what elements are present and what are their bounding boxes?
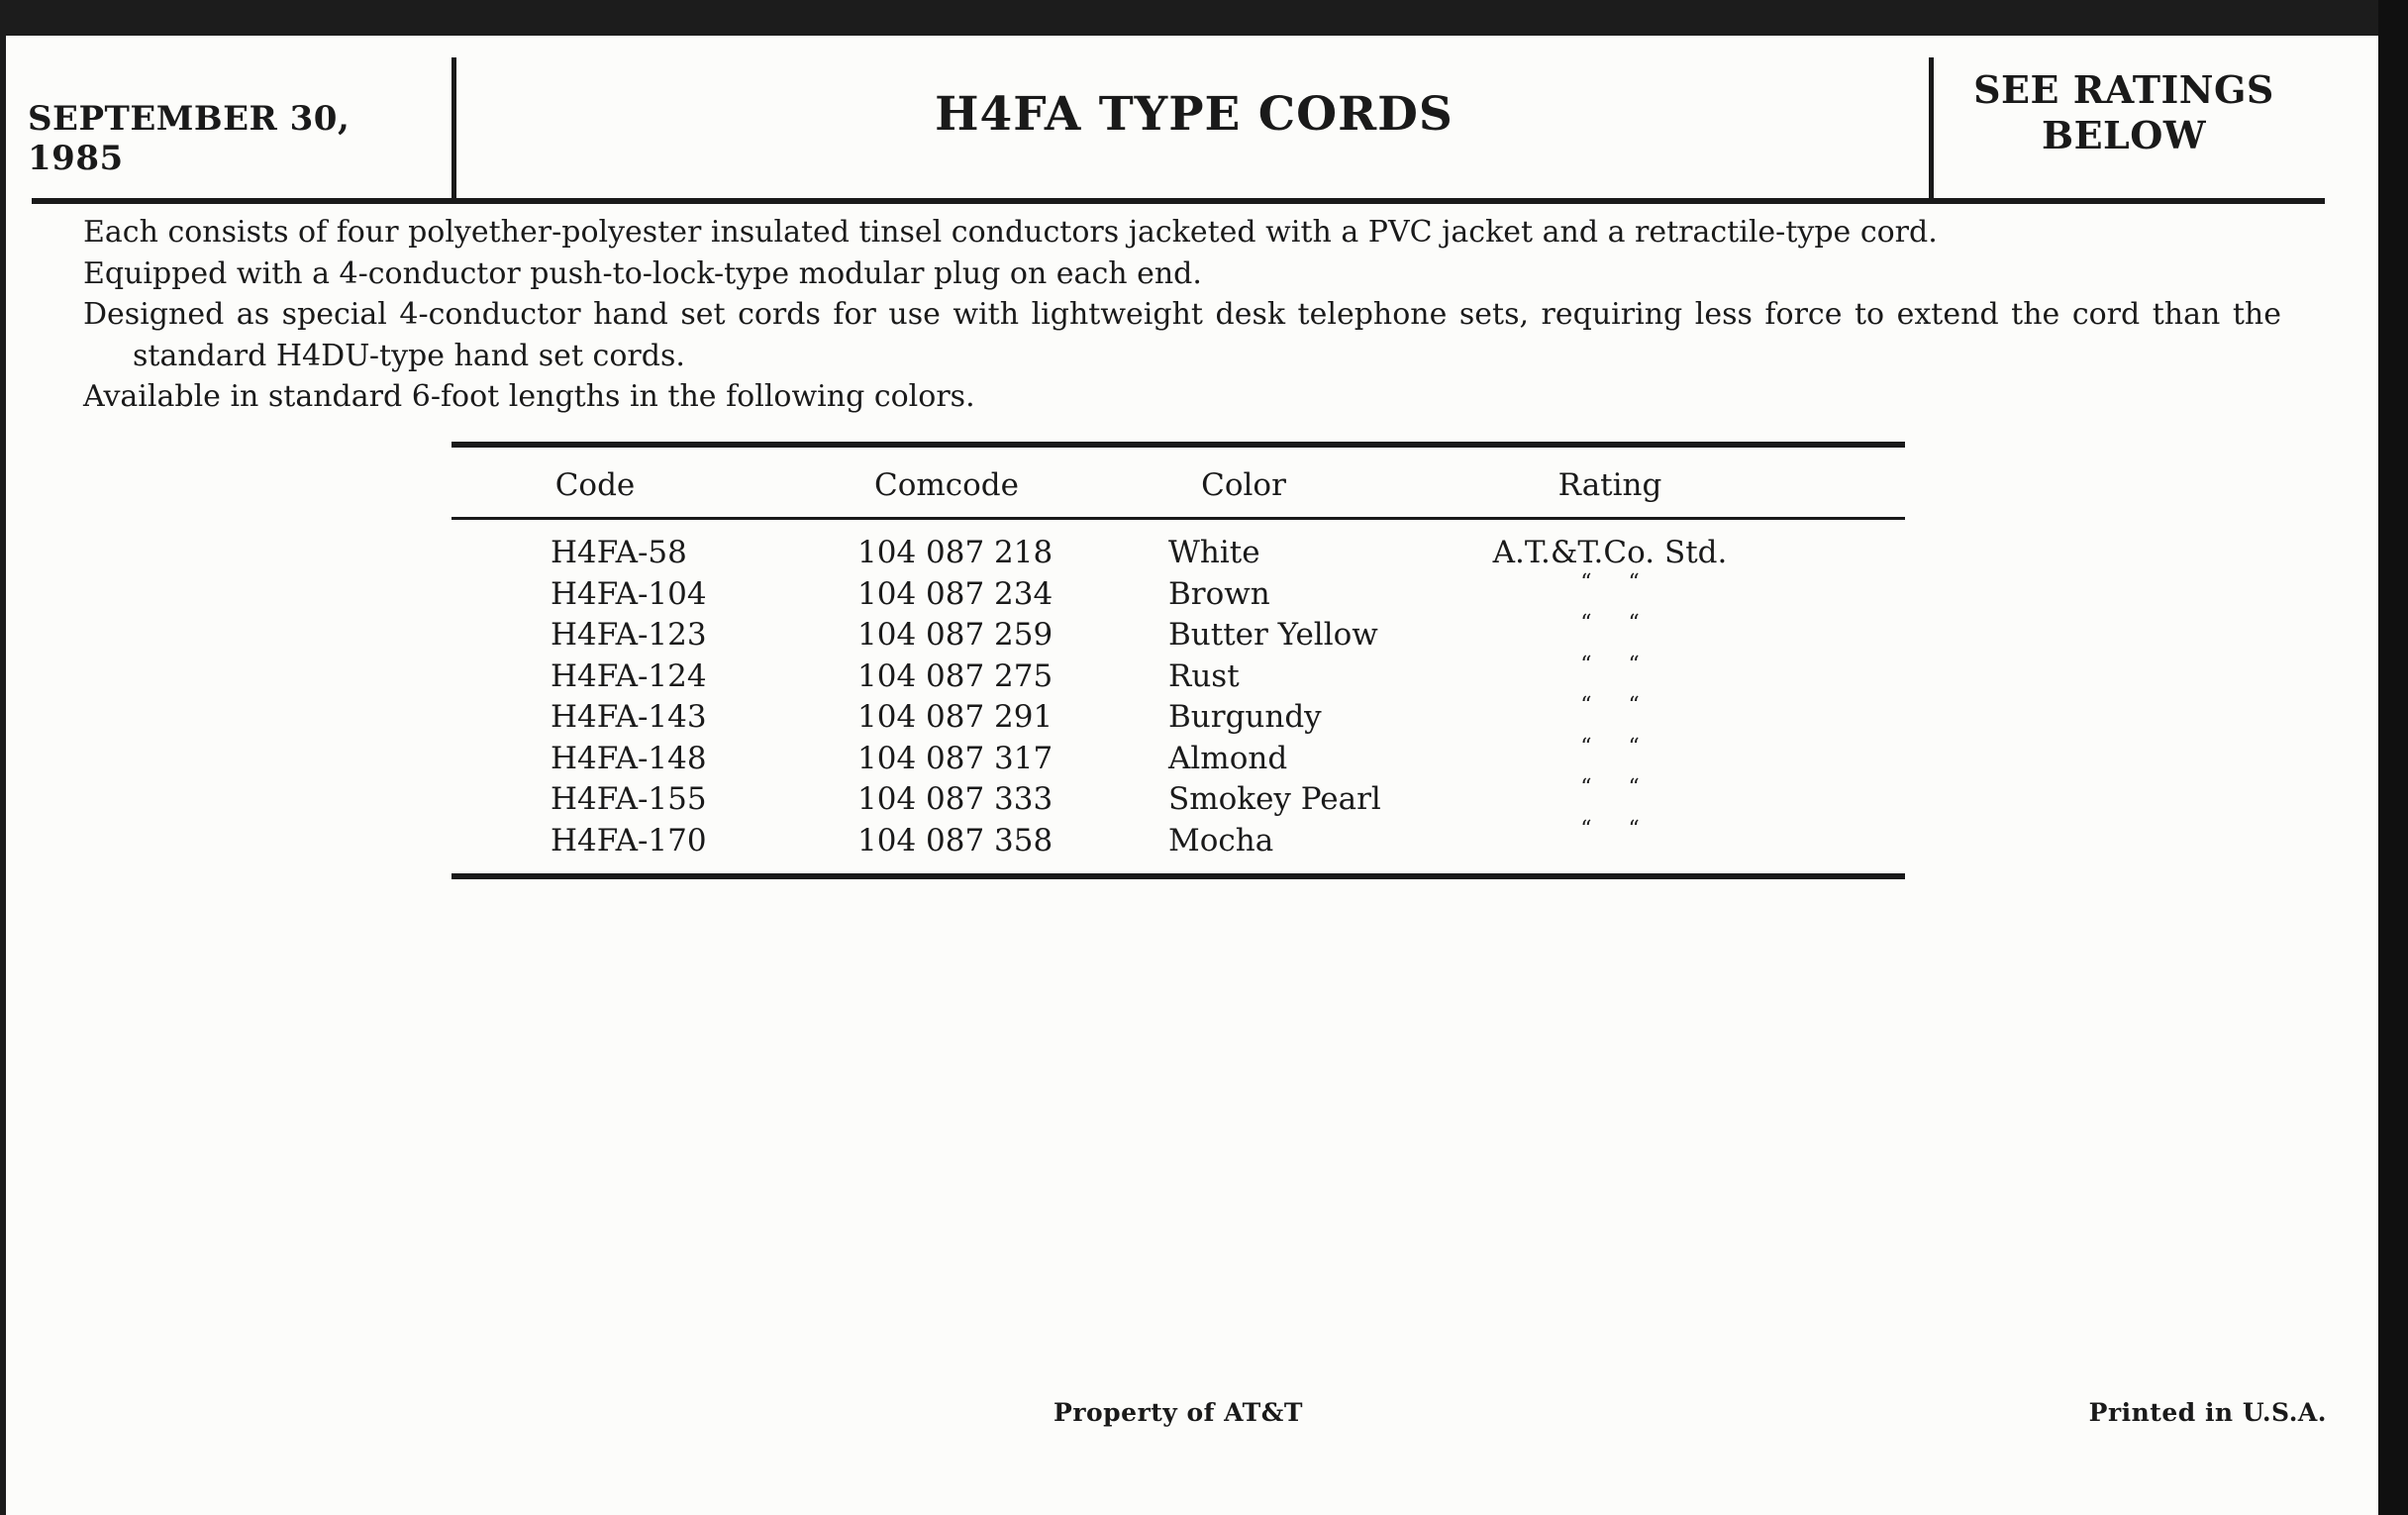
cell-code: H4FA-124 [551, 658, 707, 694]
cell-code: H4FA-104 [551, 576, 707, 612]
cell-rating: “ “ [1580, 693, 1640, 718]
cell-rating: “ “ [1580, 735, 1640, 759]
intro-line: Designed as special 4-conductor hand set cords for use with lightweight desk telephone sets, requiring less force to extend the cord than the standard H4DU-type hand set cords. [83, 297, 2281, 373]
table-row [452, 817, 1905, 864]
cell-code: H4FA-155 [551, 781, 707, 817]
footer-printed: Printed in U.S.A. [2088, 1398, 2327, 1427]
intro-line: Available in standard 6-foot lengths in the following colors. [83, 379, 975, 414]
column-header-code: Code [554, 467, 636, 503]
cell-rating: “ “ [1580, 775, 1640, 800]
cell-comcode: 104 087 317 [857, 741, 1054, 776]
cell-color: Burgundy [1168, 699, 1322, 735]
page-title: H4FA TYPE CORDS [935, 87, 1454, 142]
ratings-note-line1: SEE RATINGS [1973, 67, 2274, 112]
cell-comcode: 104 087 234 [857, 576, 1054, 612]
cell-code: H4FA-170 [551, 823, 707, 858]
scan-edge [2378, 0, 2408, 1515]
cell-rating: “ “ [1580, 611, 1640, 636]
column-header-comcode: Comcode [874, 467, 1019, 503]
cell-rating: A.T.&T.Co. Std. [1492, 535, 1728, 570]
cell-color: Brown [1168, 576, 1270, 612]
cell-comcode: 104 087 259 [857, 617, 1054, 653]
cell-color: Mocha [1168, 823, 1274, 858]
intro-text [83, 212, 2281, 418]
cell-comcode: 104 087 291 [857, 699, 1054, 735]
column-header-rating: Rating [1557, 467, 1662, 503]
cell-color: Butter Yellow [1168, 617, 1378, 653]
cell-color: White [1168, 535, 1260, 570]
cell-comcode: 104 087 218 [857, 535, 1054, 570]
column-header-color: Color [1201, 467, 1286, 503]
ratings-note-line2: BELOW [2041, 113, 2207, 157]
cell-color: Almond [1168, 741, 1288, 776]
table-header-rule [452, 517, 1905, 520]
cell-rating: “ “ [1580, 653, 1640, 677]
cell-code: H4FA-143 [551, 699, 707, 735]
table-top-rule [452, 442, 1905, 448]
header-rule [32, 198, 2325, 204]
cell-color: Smokey Pearl [1168, 781, 1381, 817]
header-date: SEPTEMBER 30, 1985 [28, 99, 351, 178]
cell-code: H4FA-123 [551, 617, 707, 653]
cell-comcode: 104 087 358 [857, 823, 1054, 858]
cell-comcode: 104 087 275 [857, 658, 1054, 694]
cell-rating: “ “ [1580, 817, 1640, 842]
cell-comcode: 104 087 333 [857, 781, 1054, 817]
cell-code: H4FA-148 [551, 741, 707, 776]
intro-line: Equipped with a 4-conductor push-to-lock-type modular plug on each end. [83, 255, 1202, 291]
header-divider-right [1929, 57, 1934, 202]
cell-color: Rust [1168, 658, 1240, 694]
header-divider-left [452, 57, 456, 202]
cell-code: H4FA-58 [551, 535, 687, 570]
ratings-note [1935, 67, 2313, 158]
footer-property: Property of AT&T [1054, 1398, 1303, 1427]
cell-rating: “ “ [1580, 570, 1640, 595]
intro-line: Each consists of four polyether-polyester insulated tinsel conductors jacketed with a PVC jacket and a retractile-type cord. [83, 215, 1938, 250]
table-bottom-rule [452, 873, 1905, 879]
